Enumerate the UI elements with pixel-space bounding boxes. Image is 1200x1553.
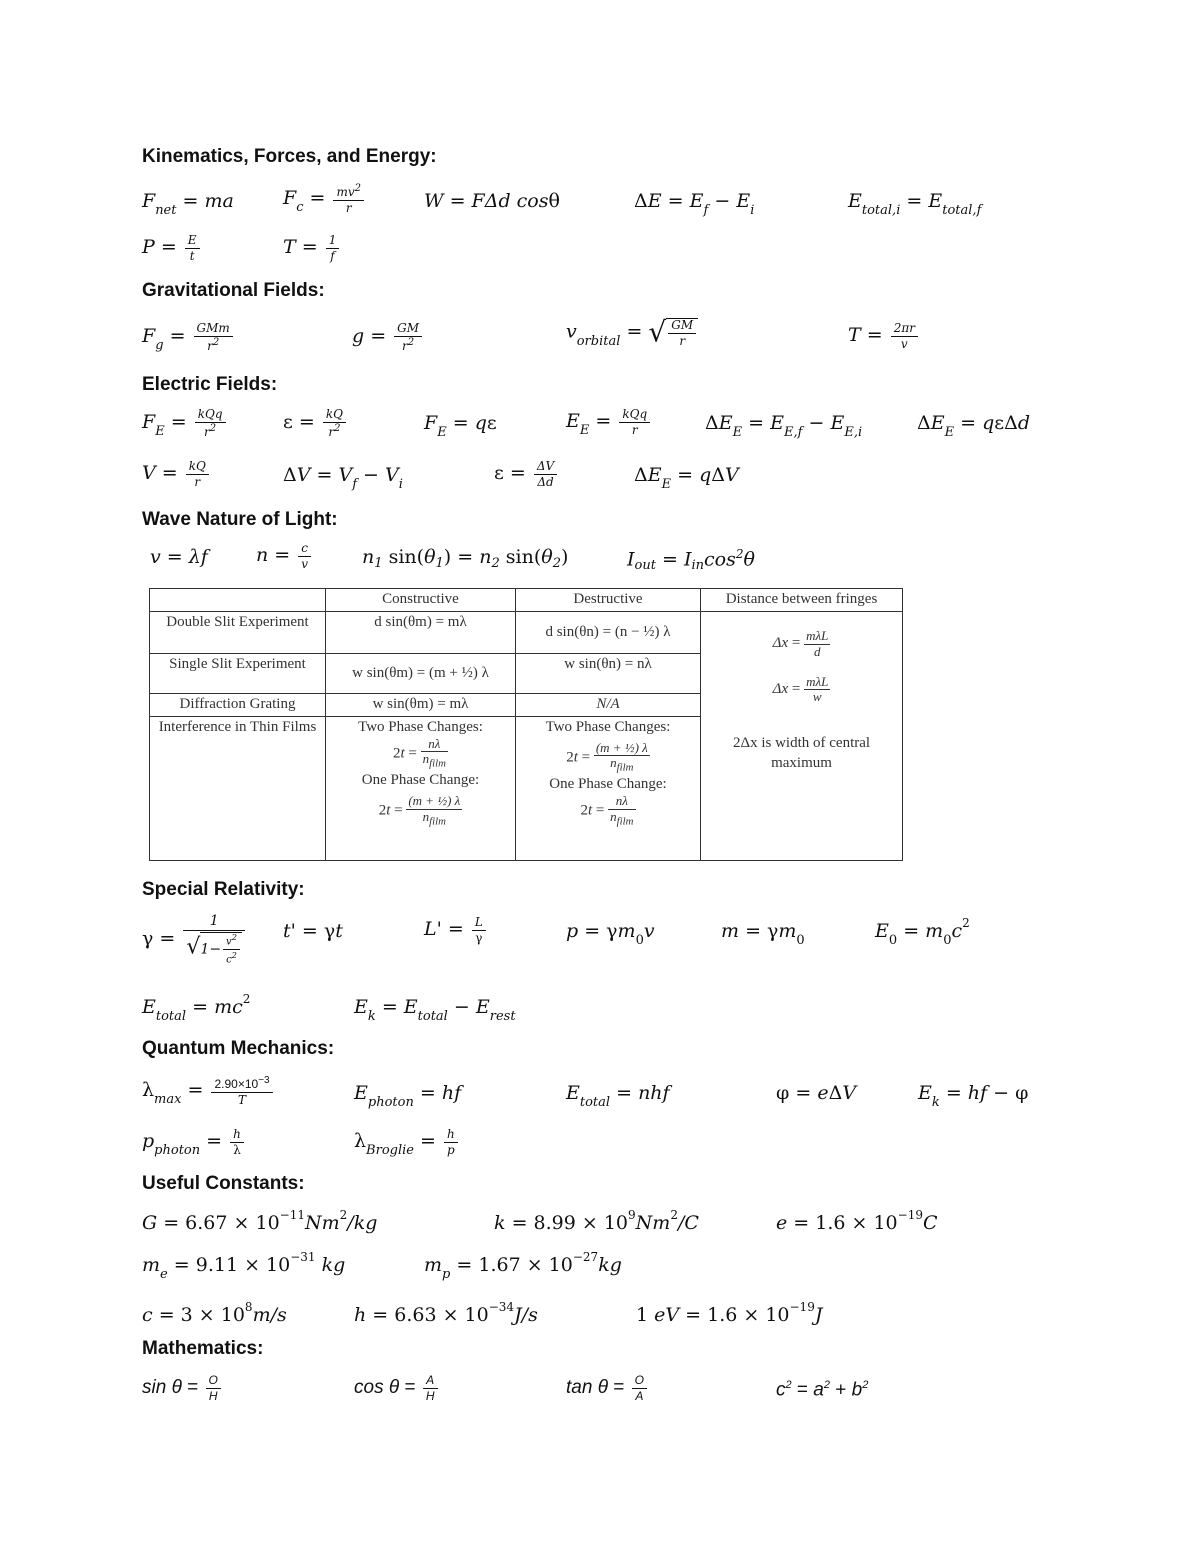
cell-single-constructive: w sin(θm) = (m + ½) λ: [326, 654, 516, 694]
thin-c-two-label: Two Phase Changes:: [358, 718, 483, 735]
eq-photon-energy: $E_{photon}$ = hf: [354, 1082, 462, 1110]
eq-refraction-index: n = $\frac{c}{v}$: [256, 542, 313, 570]
row-label-grating: Diffraction Grating: [150, 694, 326, 717]
eq-total-photon: $E_{total}$ = nhf: [566, 1082, 670, 1110]
eq-tangent: tan θ = $\frac{O}{A}$: [566, 1374, 649, 1402]
eq-length-contraction: L' = $\frac{L}{\gamma}$: [424, 916, 488, 944]
eq-centripetal: $F_c$ = $\frac{mv^2}{r}$: [283, 184, 366, 214]
cell-single-destructive: w sin(θn) = nλ: [516, 654, 701, 694]
row-label-thin-films: Interference in Thin Films: [150, 716, 326, 861]
const-e: $e = 1.6 \times 10^{-19}C$: [776, 1208, 938, 1234]
table-header-destructive: Destructive: [516, 589, 701, 612]
eq-pythagoras: $c^2 = a^2 + b^2$: [776, 1379, 869, 1401]
eq-electric-force: $F_E = q\varepsilon$: [424, 412, 497, 440]
cell-grating-destructive: N/A: [516, 694, 701, 717]
heading-gravitational: Gravitational Fields:: [142, 280, 325, 301]
eq-delta-ee-field: $\Delta E_E = q\varepsilon\Delta d$: [917, 412, 1031, 440]
eq-wave-speed: v = λf: [150, 546, 208, 568]
eq-rel-momentum: $p = \gamma m_0v$: [566, 920, 655, 948]
eq-orbital-speed: $v_{orbital}$ = √ $\frac{GM}{r}$: [566, 318, 698, 347]
eq-orbital-period: T = $\frac{2\pi r}{v}$: [848, 322, 920, 350]
const-G: $G = 6.67 \times 10^{-11}Nm^2/kg$: [142, 1208, 378, 1234]
eq-total-energy: $E_{total} = mc^2$: [142, 992, 251, 1024]
thin-d-two-label: Two Phase Changes:: [545, 718, 671, 735]
thin-d-one-label: One Phase Change:: [549, 775, 667, 792]
eq-photon-momentum: $p_{photon}$ = $\frac{h}{\lambda}$: [142, 1128, 246, 1156]
table-header-fringes: Distance between fringes: [701, 589, 903, 612]
cell-central-max-note: 2Δx is width of central maximum: [701, 716, 903, 861]
eq-potential: V = $\frac{kQ}{r}$: [142, 460, 211, 488]
eq-net-force: $F_{net}$ = ma: [142, 190, 234, 218]
eq-electric-field: ε = $\frac{kQ}{r^2}$: [283, 408, 348, 438]
const-k: $k = 8.99 \times 10^9Nm^2/C$: [494, 1208, 699, 1234]
eq-energy-change: $\Delta E = E_f - E_i$: [634, 190, 755, 218]
const-ev: 1 eV = $1.6 \times 10^{-19}J$: [636, 1300, 823, 1326]
cell-double-destructive: d sin(θn) = (n − ½) λ: [516, 612, 701, 654]
cell-grating-constructive: w sin(θm) = mλ: [326, 694, 516, 717]
eq-period: T = $\frac{1}{f}$: [283, 234, 341, 262]
heading-math: Mathematics:: [142, 1338, 264, 1359]
eq-work-function: φ = eΔV: [776, 1082, 857, 1104]
eq-rel-mass: $m = \gamma m_0$: [721, 920, 805, 948]
eq-photoelectric: $E_k$ = hf − φ: [918, 1082, 1029, 1110]
const-h: $h = 6.63 \times 10^{-34}J/s$: [354, 1300, 538, 1326]
eq-sine: sin θ = $\frac{O}{H}$: [142, 1374, 223, 1402]
cell-double-constructive: d sin(θm) = mλ: [326, 612, 516, 654]
heading-constants: Useful Constants:: [142, 1173, 305, 1194]
row-label-double-slit: Double Slit Experiment: [150, 612, 326, 654]
eq-time-dilation: t' = γt: [283, 920, 343, 942]
eq-gamma: γ = 1 √1− $\frac{v^2}{c^2}$: [142, 914, 247, 965]
eq-field-potential: ε = $\frac{\Delta V}{\Delta d}$: [494, 460, 559, 488]
eq-kinetic-rel: $E_k = E_{total} - E_{rest}$: [354, 996, 516, 1024]
eq-snell: $n_1$ $\sin(\theta_1) = n_2$ $\sin(\theta_2)$: [362, 546, 569, 571]
eq-delta-v: $\Delta V = V_f - V_i$: [283, 464, 403, 492]
table-header-constructive: Constructive: [326, 589, 516, 612]
eq-wien: $\lambda_{max}$ = $\frac{2.90\times 10^{-3}}{T}$: [142, 1076, 275, 1106]
eq-malus: $I_{out} = I_{in}\cos^2\theta$: [627, 547, 755, 574]
eq-work: W = FΔd cosθ: [424, 190, 560, 212]
heading-kinematics: Kinematics, Forces, and Energy:: [142, 146, 437, 167]
eq-rest-energy: $E_0 = m_0c^2$: [875, 916, 970, 948]
eq-cosine: cos θ = $\frac{A}{H}$: [354, 1374, 440, 1402]
heading-electric: Electric Fields:: [142, 374, 278, 395]
const-c: $c = 3 \times 10^8m/s$: [142, 1300, 287, 1326]
heading-wave: Wave Nature of Light:: [142, 509, 338, 530]
eq-energy-conservation: $E_{total,i} = E_{total,f}$: [848, 190, 982, 218]
row-label-single-slit: Single Slit Experiment: [150, 654, 326, 694]
eq-gravity-force: $F_g$ = GMm $r^2$: [142, 322, 235, 352]
table-header-empty: [150, 589, 326, 612]
wave-table: [149, 588, 903, 861]
const-mp: $m_p = 1.67 \times 10^{-27}kg$: [424, 1250, 622, 1282]
eq-coulomb-force: $F_E$ = kQq $r^2$: [142, 408, 228, 438]
eq-delta-ee: $\Delta E_E = E_{E,f} - E_{E,i}$: [705, 412, 863, 440]
eq-power: P = $\frac{E}{t}$: [142, 234, 202, 262]
eq-electric-pe: $E_E$ = kQq r: [566, 408, 652, 436]
const-me: $m_e = 9.11 \times 10^{-31}$ kg: [142, 1250, 346, 1282]
cell-thin-constructive: Two Phase Changes: 2t = nλ $n_{film}$ One Phase Change: 2t = (m + ½) λ $n_{film}$: [326, 716, 516, 861]
cell-thin-destructive: Two Phase Changes: 2t = (m + ½) λ $n_{film}$ One Phase Change: 2t = nλ $n_{film}$: [516, 716, 701, 861]
eq-gravity-field: g = $\frac{GM}{r^2}$: [352, 322, 424, 352]
cell-fringe-distance: Δx = mλL d Δx = mλL w: [701, 612, 903, 717]
eq-delta-ee-v: $\Delta E_E = q\Delta V$: [634, 464, 739, 492]
eq-de-broglie: $\lambda_{Broglie}$ = $\frac{h}{p}$: [354, 1128, 460, 1156]
heading-relativity: Special Relativity:: [142, 879, 305, 900]
heading-quantum: Quantum Mechanics:: [142, 1038, 335, 1059]
thin-c-one-label: One Phase Change:: [361, 771, 480, 788]
